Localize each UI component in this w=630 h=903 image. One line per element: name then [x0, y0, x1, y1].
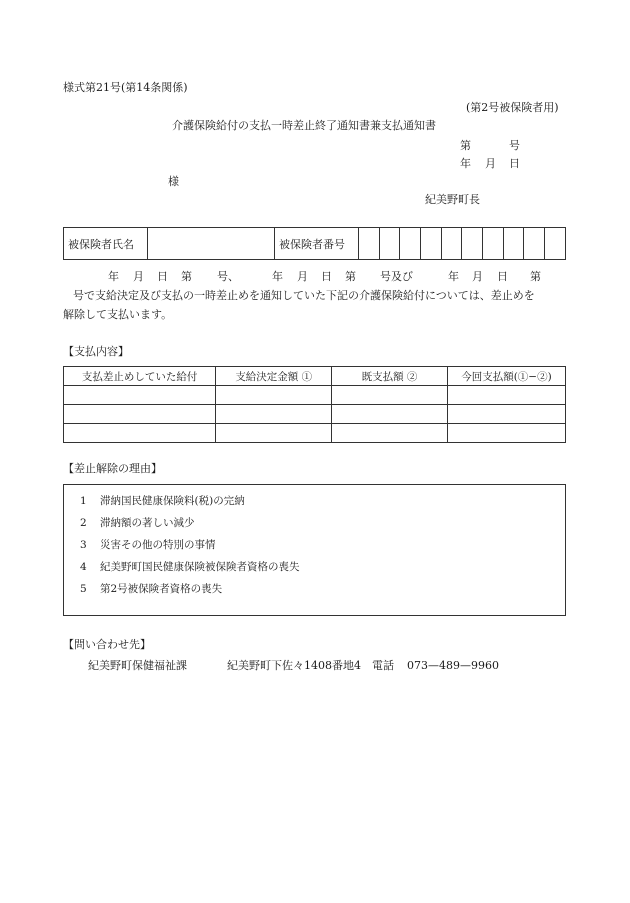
payment-cell — [332, 386, 448, 405]
date-day: 日 — [509, 157, 520, 170]
reasons-box — [63, 484, 566, 616]
list-item — [80, 581, 222, 596]
body-dai3: 第 — [530, 270, 541, 283]
list-item — [80, 515, 195, 530]
payment-cell — [447, 424, 565, 443]
reason-text: 第2号被保険者資格の喪失 — [100, 583, 223, 595]
reasons-section-title: 【差止解除の理由】 — [63, 462, 162, 475]
reason-number: 2 — [80, 517, 87, 529]
reason-text: 滞納額の著しい減少 — [100, 517, 195, 529]
number-prefix: 第 — [460, 139, 471, 152]
reason-number: 4 — [80, 561, 87, 573]
body-line-2: 号で支給決定及び支払の一時差止めを通知していた下記の介護保険給付については、差止めを — [73, 289, 535, 302]
list-item — [80, 537, 216, 552]
body-y3: 年 — [448, 270, 459, 283]
number-digit-cell — [441, 228, 462, 260]
contact-phone: 073—489—9960 — [407, 659, 499, 672]
body-y1: 年 — [108, 270, 119, 283]
table-row — [64, 405, 566, 424]
number-digit-cell — [503, 228, 524, 260]
payment-cell — [332, 405, 448, 424]
body-go-and: 号及び — [380, 270, 413, 283]
payment-section-title: 【支払内容】 — [63, 345, 129, 358]
number-digit-cell — [462, 228, 483, 260]
payment-cell — [64, 405, 216, 424]
reason-number: 5 — [80, 583, 87, 595]
reason-number: 3 — [80, 539, 87, 551]
list-item — [80, 559, 300, 574]
body-line-3: 解除して支払います。 — [63, 308, 173, 321]
contact-phone-label: 電話 — [372, 659, 394, 672]
body-dai1: 第 — [181, 270, 192, 283]
payment-header-cell: 支払差止めしていた給付 — [64, 367, 216, 386]
number-digit-cell — [358, 228, 379, 260]
payment-cell — [216, 424, 332, 443]
date-month: 月 — [485, 157, 496, 170]
number-digit-cell — [421, 228, 442, 260]
addressee-honorific: 様 — [168, 175, 179, 188]
form-number: 様式第21号(第14条関係) — [63, 81, 188, 94]
payment-table — [63, 366, 566, 443]
body-dai2: 第 — [345, 270, 356, 283]
body-d1: 日 — [157, 270, 168, 283]
payment-cell — [64, 386, 216, 405]
payment-cell — [216, 405, 332, 424]
reason-text: 紀美野町国民健康保険被保険者資格の喪失 — [100, 561, 300, 573]
insured-table — [63, 227, 566, 260]
body-d2: 日 — [321, 270, 332, 283]
payment-cell — [216, 386, 332, 405]
payment-cell — [447, 405, 565, 424]
number-digit-cell — [379, 228, 400, 260]
body-y2: 年 — [272, 270, 283, 283]
insured-name-value — [147, 228, 274, 260]
body-d3: 日 — [497, 270, 508, 283]
payment-cell — [447, 386, 565, 405]
payment-cell — [332, 424, 448, 443]
target-label: (第2号被保険者用) — [466, 101, 559, 114]
document-title: 介護保険給付の支払一時差止終了通知書兼支払通知書 — [172, 119, 436, 132]
body-m1: 月 — [133, 270, 144, 283]
number-digit-cell — [400, 228, 421, 260]
table-row — [64, 386, 566, 405]
contact-department: 紀美野町保健福祉課 — [88, 659, 187, 672]
payment-header-row — [64, 367, 566, 386]
number-digit-cell — [524, 228, 545, 260]
contact-address: 紀美野町下佐々1408番地4 — [227, 659, 361, 672]
list-item — [80, 493, 245, 508]
number-suffix: 号 — [509, 139, 520, 152]
payment-header-cell: 支給決定金額 ① — [216, 367, 332, 386]
date-year: 年 — [460, 157, 471, 170]
body-m2: 月 — [297, 270, 308, 283]
payment-cell — [64, 424, 216, 443]
reason-text: 災害その他の特別の事情 — [100, 539, 216, 551]
number-digit-cell — [483, 228, 504, 260]
body-go1: 号、 — [217, 270, 239, 283]
issuer-name: 紀美野町長 — [425, 193, 480, 206]
insured-name-label: 被保険者氏名 — [64, 228, 148, 260]
table-row — [64, 424, 566, 443]
contact-section-title: 【問い合わせ先】 — [63, 638, 151, 651]
payment-header-cell: 今回支払額(①−②) — [447, 367, 565, 386]
insured-number-label: 被保険者番号 — [275, 228, 359, 260]
number-digit-cell — [545, 228, 566, 260]
reason-number: 1 — [80, 495, 87, 507]
body-m3: 月 — [472, 270, 483, 283]
reason-text: 滞納国民健康保険料(税)の完納 — [100, 495, 245, 507]
payment-header-cell: 既支払額 ② — [332, 367, 448, 386]
